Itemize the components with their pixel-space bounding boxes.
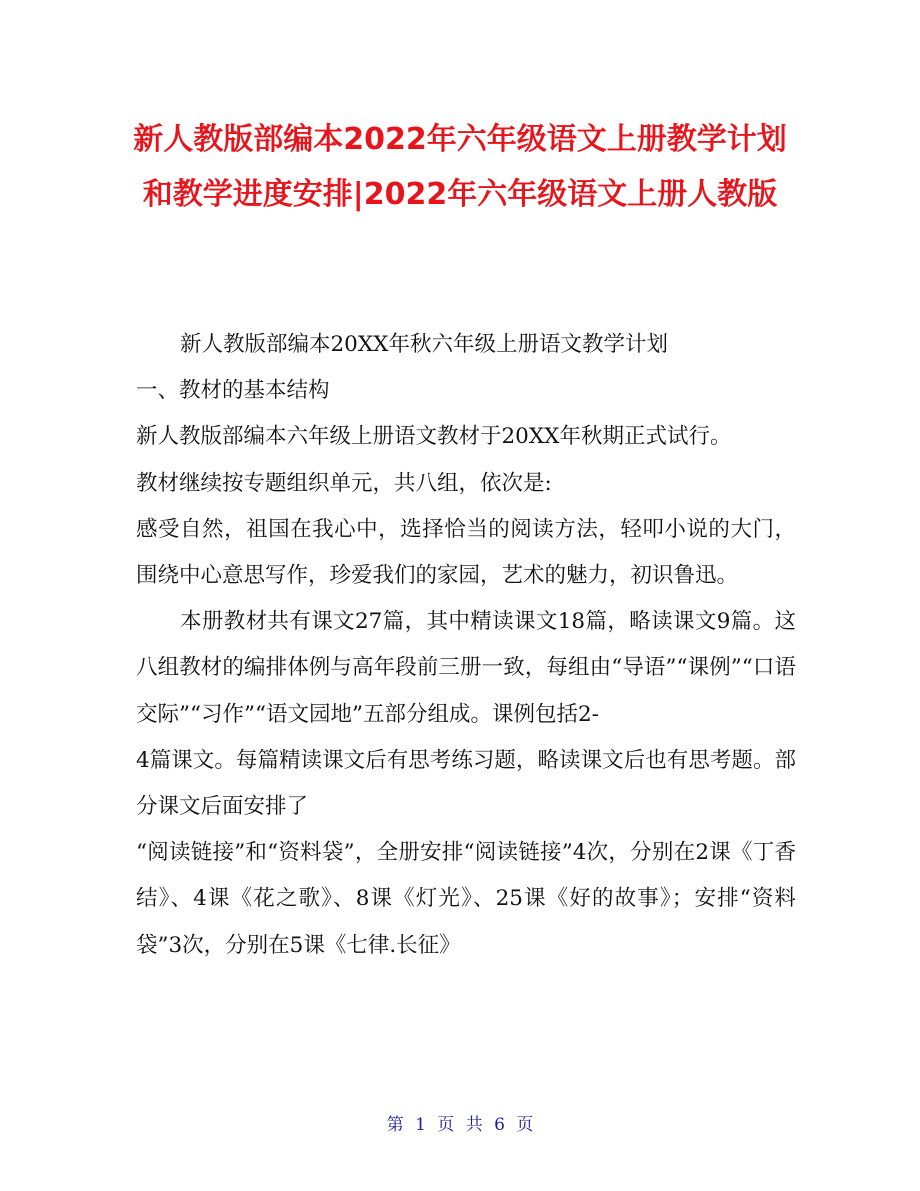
body-paragraph: 4篇课文。每篇精读课文后有思考练习题，略读课文后也有思考题。部分课文后面安排了 bbox=[136, 747, 796, 820]
body-paragraph: 本册教材共有课文27篇，其中精读课文18篇，略读课文9篇。这八组教材的编排体例与高年段前三册一致，每组由“导语”“课例”“口语交际”“习作”“语文园地”五部分组成。课例包括2- bbox=[136, 609, 796, 727]
body-paragraph: “阅读链接”和“资料袋”，全册安排“阅读链接”4次，分别在2课《丁香结》、4课《花之歌》、8课《灯光》、25课《好的故事》；安排“资料袋”3次，分别在5课《七律.长征》 bbox=[136, 840, 796, 958]
body-paragraph: 感受自然，祖国在我心中，选择恰当的阅读方法，轻叩小说的大门，围绕中心意思写作，珍爱我们的家园，艺术的魅力，初识鲁迅。 bbox=[136, 516, 796, 589]
document-body bbox=[136, 322, 796, 969]
page-footer: 第 1 页 共 6 页 bbox=[386, 1115, 534, 1135]
body-paragraph: 新人教版部编本六年级上册语文教材于20XX年秋期正式试行。 bbox=[136, 424, 732, 450]
section-heading: 一、教材的基本结构 bbox=[136, 378, 330, 404]
body-paragraph: 教材继续按专题组织单元，共八组，依次是: bbox=[136, 470, 552, 496]
plan-heading: 新人教版部编本20XX年秋六年级上册语文教学计划 bbox=[180, 332, 668, 357]
document-title: 新人教版部编本2022年六年级语文上册教学计划和教学进度安排|2022年六年级语文上册人教版 bbox=[133, 122, 787, 212]
